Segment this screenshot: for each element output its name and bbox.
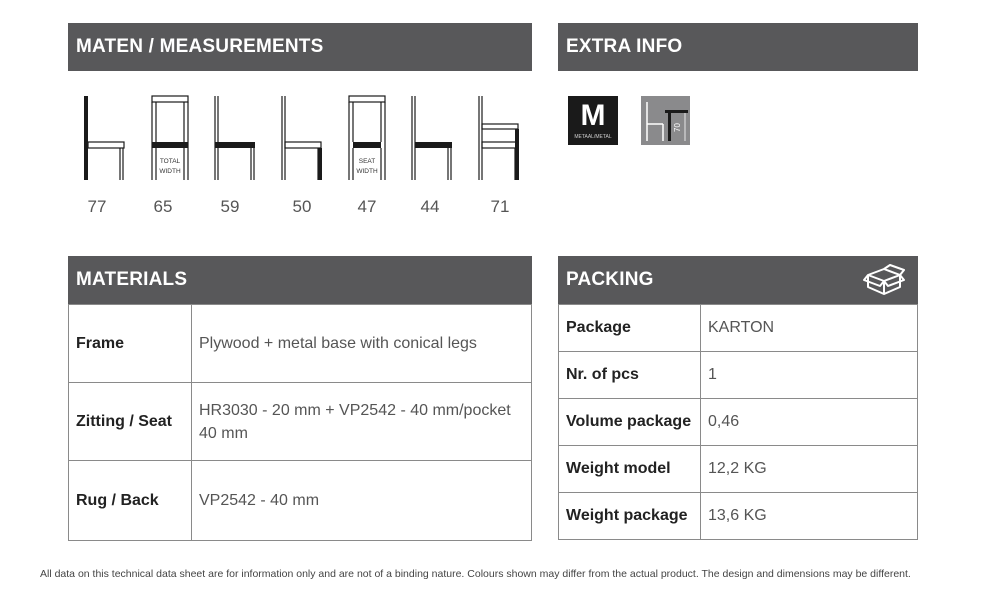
table-row <box>559 493 918 540</box>
packing-value: 13,6 KG <box>701 493 918 540</box>
dimension-value: 47 <box>357 197 377 216</box>
dimension-value: 65 <box>153 197 173 216</box>
material-key: Rug / Back <box>69 461 192 541</box>
metal-letter: M <box>580 99 606 132</box>
dimension-value: 77 <box>87 197 107 216</box>
packing-key: Volume package <box>559 399 701 446</box>
seat-width-label: SEAT WIDTH <box>356 158 378 175</box>
packing-header <box>558 256 918 304</box>
packing-title: PACKING <box>566 269 654 290</box>
materials-header: MATERIALS <box>68 256 532 304</box>
packing-value: KARTON <box>701 305 918 352</box>
packing-key: Nr. of pcs <box>559 352 701 399</box>
material-value: Plywood + metal base with conical legs <box>192 305 532 383</box>
chair-diagram-armrest <box>475 94 523 182</box>
dimension-value: 71 <box>490 197 510 216</box>
packing-key: Weight package <box>559 493 701 540</box>
table-row <box>559 305 918 352</box>
packing-key: Weight model <box>559 446 701 493</box>
table-row <box>559 399 918 446</box>
packing-key: Package <box>559 305 701 352</box>
packing-value: 1 <box>701 352 918 399</box>
material-value: HR3030 - 20 mm + VP2542 - 40 mm/pocket 40 mm <box>192 383 532 461</box>
table-height-icon <box>641 96 690 145</box>
packing-value: 0,46 <box>701 399 918 446</box>
table-row <box>559 352 918 399</box>
disclaimer-text: All data on this technical data sheet are for information only and are not of a binding nature. Colours shown may differ from the actual product. The design and dimensions may be different. <box>40 568 911 580</box>
material-key: Zitting / Seat <box>69 383 192 461</box>
metal-material-icon <box>568 96 618 145</box>
measurements-header: MATEN / MEASUREMENTS <box>68 23 532 71</box>
table-row <box>559 446 918 493</box>
material-value: VP2542 - 40 mm <box>192 461 532 541</box>
table-row <box>69 461 532 541</box>
total-width-label: TOTAL WIDTH <box>159 158 181 175</box>
materials-table <box>68 304 532 541</box>
dimension-value: 44 <box>420 197 440 216</box>
extra-info-header: EXTRA INFO <box>558 23 918 71</box>
metal-caption: METAAL/METAL <box>574 134 612 140</box>
chair-diagram-depth <box>211 94 259 182</box>
packing-table <box>558 304 918 540</box>
chair-diagram-seat-height <box>278 94 326 182</box>
table-height-caption: 70 <box>672 123 682 132</box>
chair-diagram-height <box>80 94 128 182</box>
dimension-value: 59 <box>220 197 240 216</box>
chair-diagram-seat-depth <box>408 94 456 182</box>
packing-value: 12,2 KG <box>701 446 918 493</box>
table-row <box>69 383 532 461</box>
dimension-value: 50 <box>292 197 312 216</box>
box-icon <box>862 263 906 297</box>
material-key: Frame <box>69 305 192 383</box>
table-row <box>69 305 532 383</box>
